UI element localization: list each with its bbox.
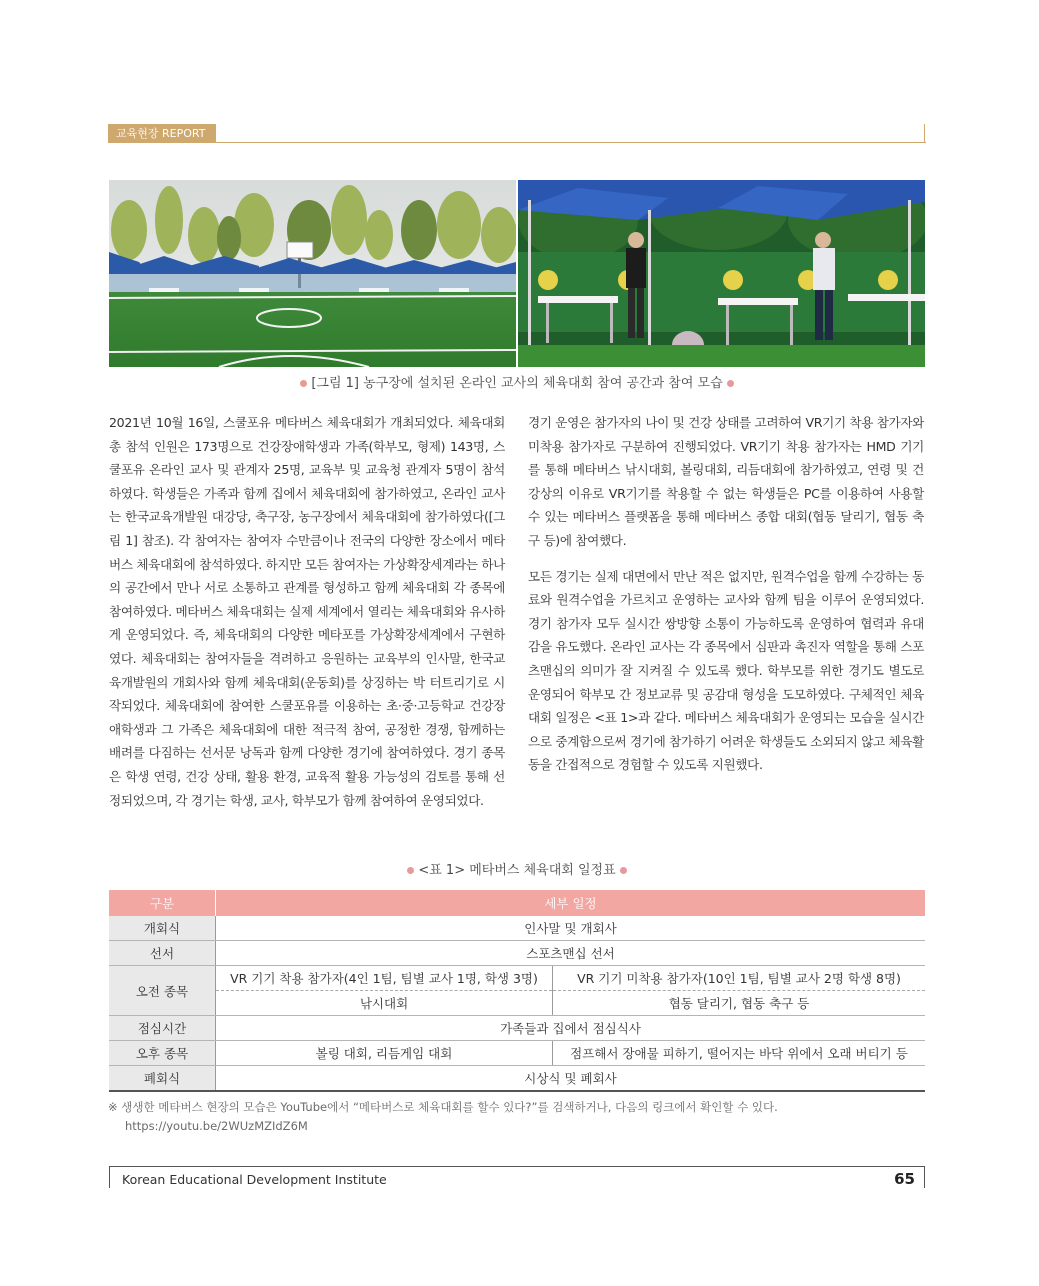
header-category: 구분	[109, 890, 216, 916]
table-title-dot-left	[407, 867, 414, 874]
table-row	[109, 991, 925, 1016]
footnote	[108, 1098, 928, 1136]
afternoon-vr-event: 볼링 대회, 리듬게임 대회	[216, 1041, 553, 1066]
row-label: 선서	[109, 941, 216, 966]
row-label: 오후 종목	[109, 1041, 216, 1066]
body-paragraph: 2021년 10월 16일, 스쿨포유 메타버스 체육대회가 개최되었다. 체육대회 총 참석 인원은 173명으로 건강장애학생과 가족(학부모, 형제) 143명, 스쿨포유 온라인 교사 및 관계자 25명, 교육부 및 교육청 관계자 5명이 참석하였다. 학생들은 가족과 함께 집에서 체육대회에 참가하였고, 온라인 교사는 한국교육개발원 대강당, 축구장, 농구장에서 체육대회에 참가하였다([그림 1] 참조). 각 참여자는 참여자 수만큼이나 전국의 다양한 장소에서 메타버스 체육대회에 참석하였다. 하지만 모든 참여자는 가상확장세계라는 하나의 공간에서 만나 서로 소통하고 관계를 형성하고 함께 체육대회 각 종목에 참여하였다. 메타버스 체육대회는 실제 세계에서 열리는 체육대회와 유사하게 운영되었다. 즉, 체육대회의 다양한 메타포를 가상확장세계에서 구현하였다. 체육대회는 참여자들을 격려하고 응원하는 교육부의 인사말, 한국교육개발원의 개회사와 함께 체육대회(운동회)를 상징하는 박 터트리기로 시작되었다. 체육대회에 참여한 스쿨포유를 이용하는 초·중·고등학교 건강장애학생과 그 가족은 체육대회에 대한 적극적 참여, 공정한 경쟁, 함께하는 배려를 다짐하는 선서문 낭독과 함께 다양한 경기에 참여하였다. 경기 종목은 학생 연령, 건강 상태, 활용 환경, 교육적 활용 가능성의 검토를 통해 선정되었으며, 각 경기는 학생, 교사, 학부모가 함께 참여하여 운영되었다.	[109, 415, 505, 808]
body-paragraph: 경기 운영은 참가자의 나이 및 건강 상태를 고려하여 VR기기 착용 참가자와 미착용 참가자로 구분하여 진행되었다. VR기기 착용 참가자는 HMD 기기를 통해 메타버스 낚시대회, 볼링대회, 리듬대회에 참가하였고, 연령 및 건강상의 이유로 VR기기를 착용할 수 없는 학생들은 PC를 이용하여 사용할 수 있는 메타버스 플랫폼을 통해 메타버스 종합 대회(협동 달리기, 협동 축구 등)에 참여했다.	[528, 415, 924, 548]
figure-caption	[109, 372, 925, 391]
table-row	[109, 1016, 925, 1041]
header-detail: 세부 일정	[216, 890, 926, 916]
table-row	[109, 1041, 925, 1066]
row-label: 오전 종목	[109, 966, 216, 1016]
header-tick	[924, 124, 925, 143]
body-column-right	[528, 411, 924, 777]
body-column-left	[109, 411, 505, 812]
page-number: 65	[894, 1170, 915, 1188]
row-value: 시상식 및 폐회사	[216, 1066, 926, 1092]
footer-left-tick	[109, 1166, 110, 1188]
row-value: 인사말 및 개회사	[216, 916, 926, 941]
figure-caption-text: [그림 1] 농구장에 설치된 온라인 교사의 체육대회 참여 공간과 참여 모습	[311, 376, 723, 391]
table-title	[109, 859, 925, 878]
morning-nonvr-group: VR 기기 미착용 참가자(10인 1팀, 팀별 교사 2명 학생 8명)	[553, 966, 926, 991]
photo-teachers-vr	[518, 180, 925, 367]
section-tag: 교육현장 REPORT	[108, 124, 216, 143]
morning-vr-group: VR 기기 착용 참가자(4인 1팀, 팀별 교사 1명, 학생 3명)	[216, 966, 553, 991]
table-row	[109, 941, 925, 966]
body-paragraph: 모든 경기는 실제 대면에서 만난 적은 없지만, 원격수업을 함께 수강하는 동료와 원격수업을 가르치고 운영하는 교사와 함께 팀을 이루어 운영되었다. 경기 참가자 모두 실시간 쌍방향 소통이 가능하도록 운영하여 협력과 유대감을 유도했다. 온라인 교사는 각 종목에서 심판과 촉진자 역할을 통해 스포츠맨십의 의미가 잘 지켜질 수 있도록 했다. 학부모를 위한 경기도 별도로 운영되어 학부모 간 정보교류 및 공감대 형성을 도모하였다. 구체적인 체육대회 일정은 <표 1>과 같다. 메타버스 체육대회가 운영되는 모습을 실시간으로 중계함으로써 경기에 참가하기 어려운 학생들도 소외되지 않고 체육활동을 간접적으로 경험할 수 있도록 지원했다.	[528, 568, 924, 773]
morning-vr-event: 낚시대회	[216, 991, 553, 1016]
row-label: 개회식	[109, 916, 216, 941]
caption-dot-right	[727, 380, 734, 387]
table-header-row	[109, 890, 925, 916]
afternoon-nonvr-event: 점프해서 장애물 피하기, 떨어지는 바닥 위에서 오래 버티기 등	[553, 1041, 926, 1066]
schedule-table	[109, 890, 925, 1092]
youtube-link[interactable]: https://youtu.be/2WUzMZIdZ6M	[125, 1119, 308, 1133]
row-value: 스포츠맨십 선서	[216, 941, 926, 966]
table-row	[109, 916, 925, 941]
table-row	[109, 1066, 925, 1092]
footnote-text: ※ 생생한 메타버스 현장의 모습은 YouTube에서 “메타버스로 체육대회를 할수 있다?”를 검색하거나, 다음의 링크에서 확인할 수 있다.	[108, 1100, 778, 1114]
header-rule	[216, 142, 926, 143]
caption-dot-left	[300, 380, 307, 387]
row-label: 폐회식	[109, 1066, 216, 1092]
photo-court-tents	[109, 180, 516, 367]
morning-nonvr-event: 협동 달리기, 협동 축구 등	[553, 991, 926, 1016]
footer-institute: Korean Educational Development Institute	[122, 1172, 387, 1187]
footer-rule	[109, 1166, 925, 1167]
table-title-dot-right	[620, 867, 627, 874]
row-label: 점심시간	[109, 1016, 216, 1041]
footer-right-tick	[924, 1166, 925, 1188]
row-value: 가족들과 집에서 점심식사	[216, 1016, 926, 1041]
table-title-text: <표 1> 메타버스 체육대회 일정표	[418, 863, 616, 878]
table-row	[109, 966, 925, 991]
